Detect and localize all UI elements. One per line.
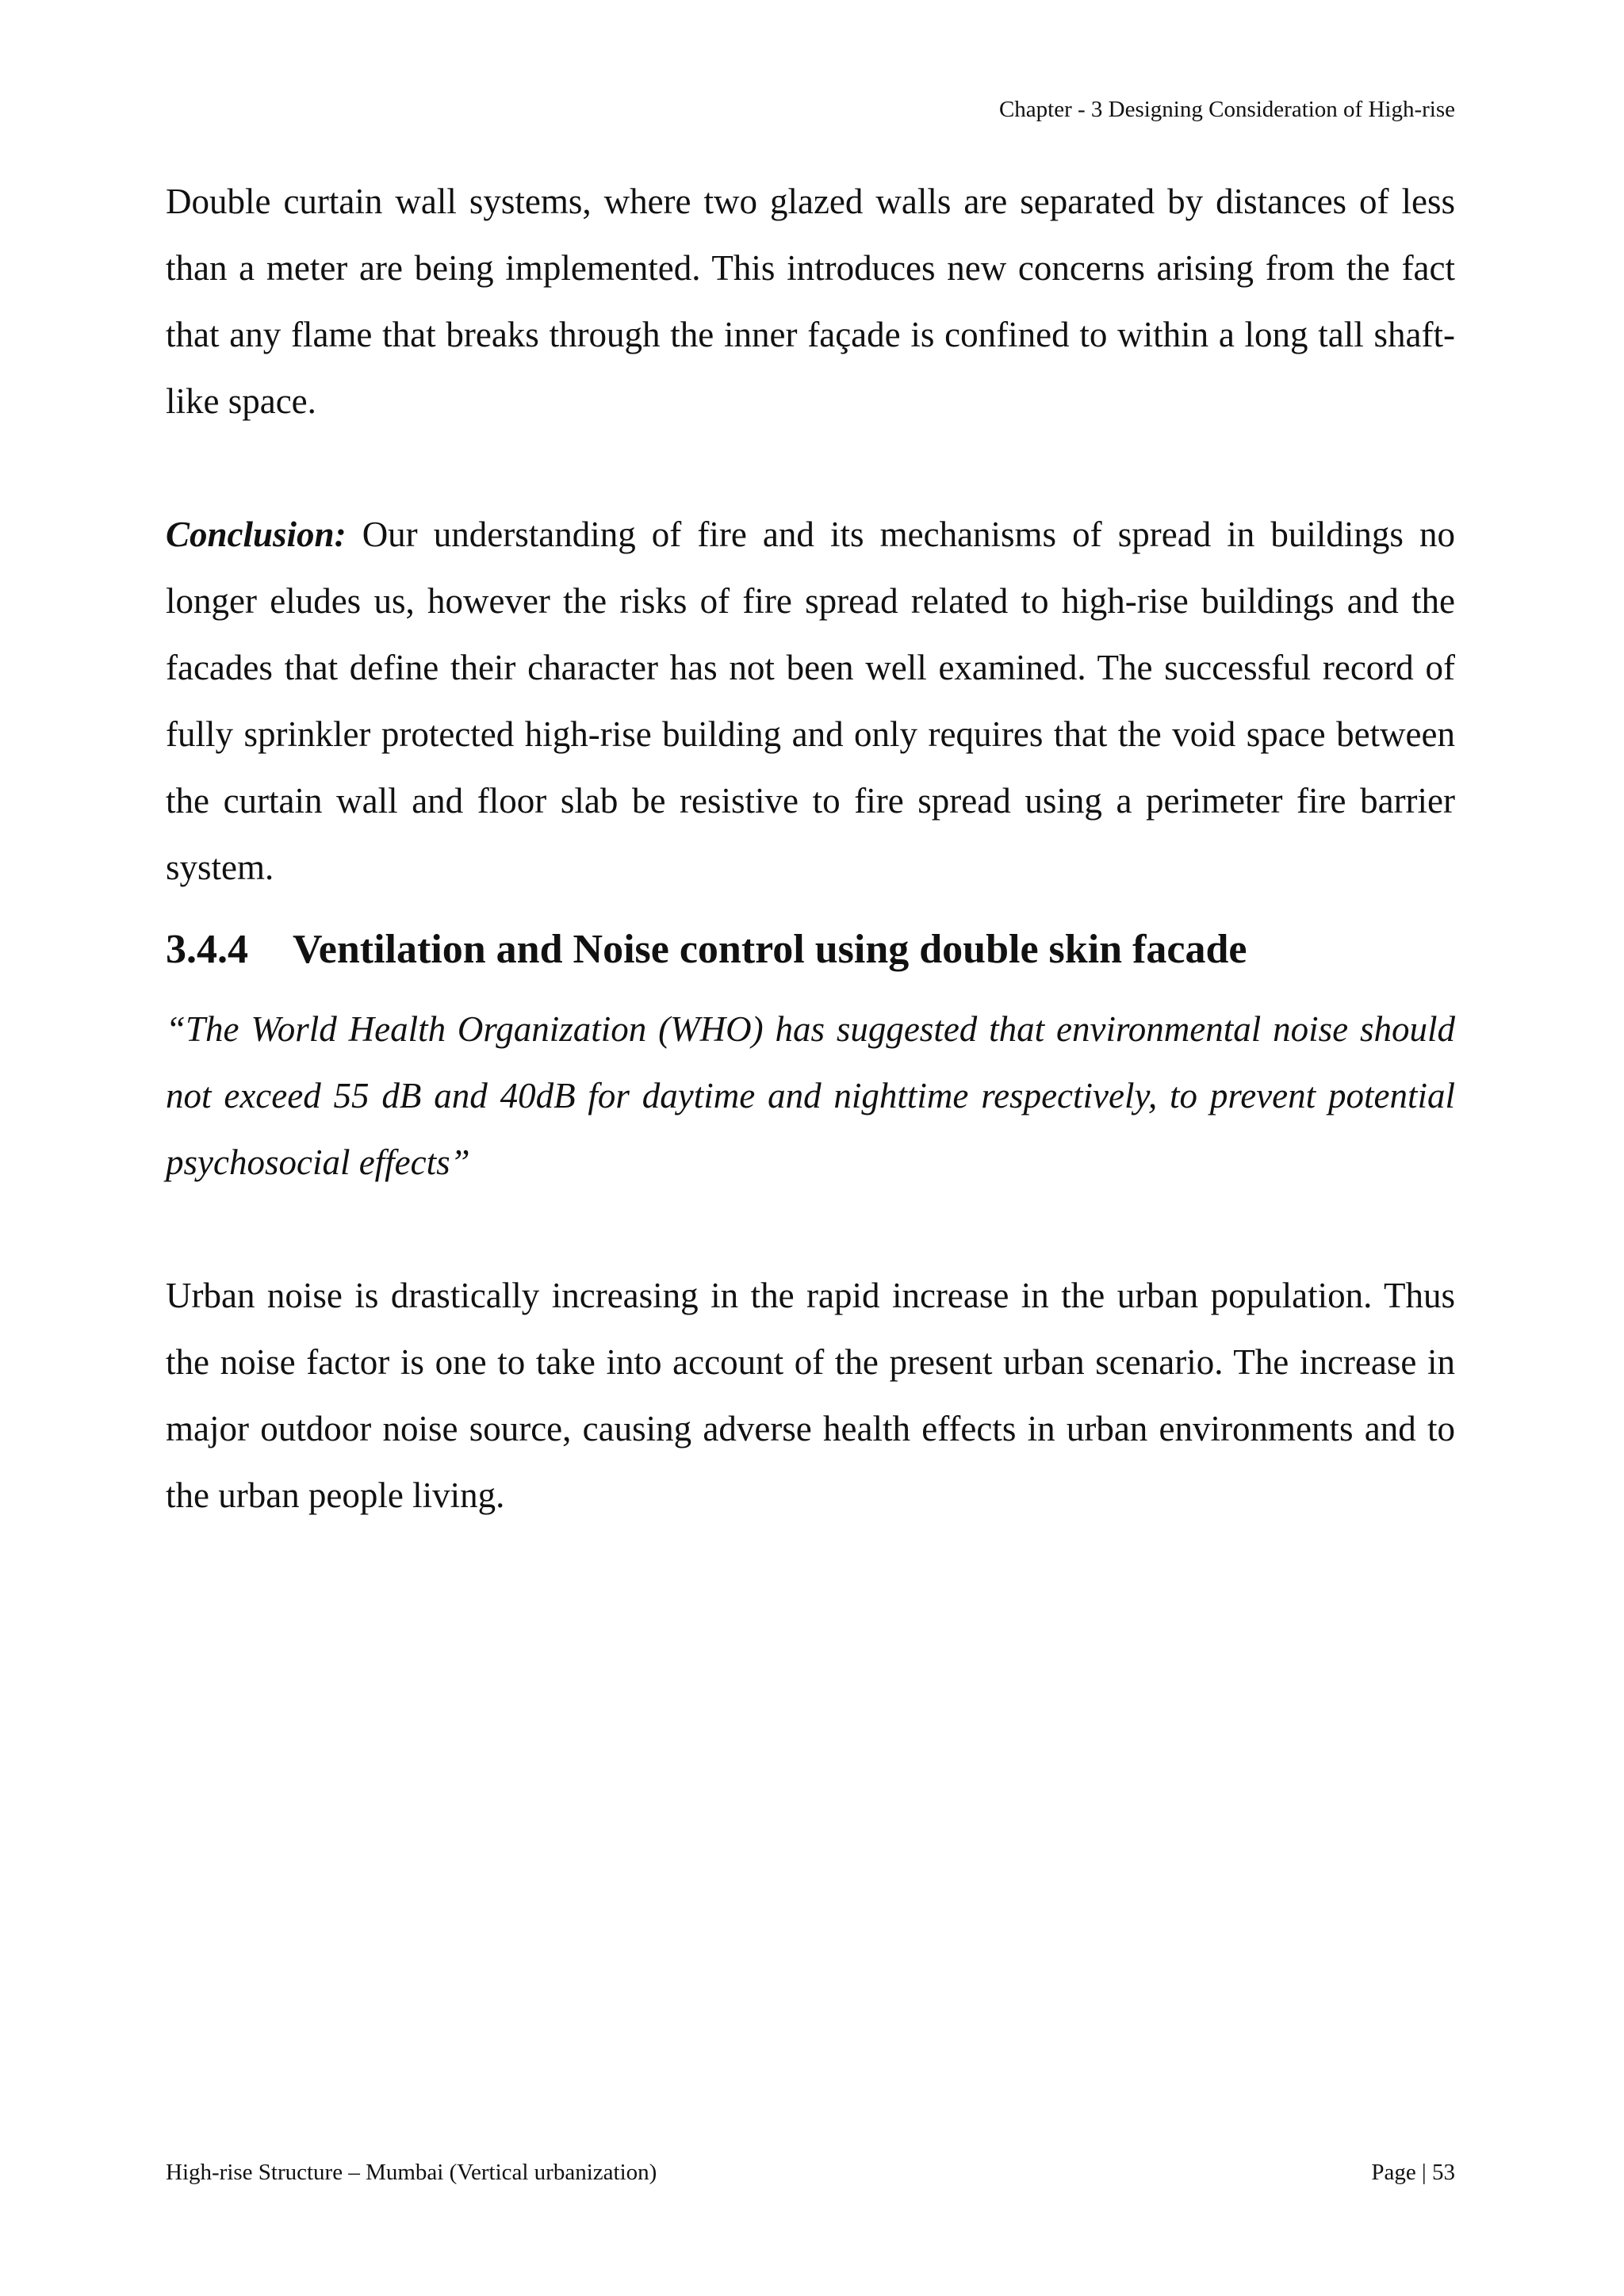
urban-noise-paragraph: Urban noise is drastically increasing in the rapid increase in the urban population. Thus the noise factor is one to take into account of the present urban scenario. The increase in major outdoor noise source, causing adverse health effects in urban environments and to the urban people living. — [166, 1276, 1455, 1515]
section-title: Ventilation and Noise control using double skin facade — [293, 927, 1247, 972]
running-footer — [166, 2158, 1455, 2187]
who-quote: “The World Health Organization (WHO) has suggested that environmental noise should not exceed 55 dB and 40dB for daytime and nighttime respectively, to prevent potential psychosocial effects” — [166, 1009, 1455, 1182]
conclusion-paragraph — [166, 501, 1455, 901]
section-heading — [166, 916, 1455, 983]
conclusion-label: Conclusion: — [166, 515, 347, 554]
page-content — [166, 168, 1455, 1529]
conclusion-text: Our understanding of fire and its mechanisms of spread in buildings no longer eludes us, however the risks of fire spread related to high-rise buildings and the facades that define their character has not been well examined. The successful record of fully sprinkler protected high-rise building and only requires that the void space between the curtain wall and floor slab be resistive to fire spread using a perimeter fire barrier system. — [166, 515, 1456, 887]
running-header: Chapter - 3 Designing Consideration of High-rise — [998, 97, 1455, 122]
double-curtain-paragraph: Double curtain wall systems, where two glazed walls are separated by distances of less than a meter are being implemented. This introduces new concerns arising from the fact that any flame that breaks through the inner façade is confined to within a long tall shaft-like space. — [166, 182, 1455, 421]
section-number: 3.4.4 — [166, 927, 248, 972]
footer-title: High-rise Structure – Mumbai (Vertical urbanization) — [166, 2160, 657, 2185]
page-number: Page | 53 — [1371, 2160, 1455, 2185]
